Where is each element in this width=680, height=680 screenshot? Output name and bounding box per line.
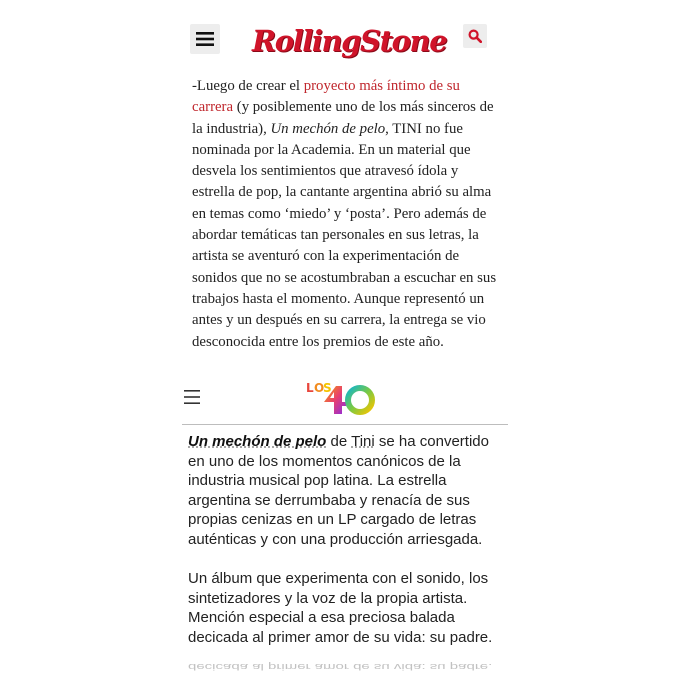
los40-article [188, 432, 508, 648]
los40-header [182, 372, 508, 425]
album-title: Un mechón de pelo [270, 120, 386, 137]
project-link[interactable]: proyecto más íntimo de su carrera [192, 78, 460, 116]
rolling-stone-header [0, 18, 680, 64]
search-icon [468, 29, 482, 43]
hamburger-icon[interactable] [184, 388, 200, 406]
los40-logo[interactable] [304, 376, 376, 420]
album-link[interactable]: Un mechón de pelo [188, 433, 327, 450]
rolling-stone-article [192, 76, 502, 353]
search-button[interactable] [463, 24, 487, 48]
article-paragraph: Un álbum que experimenta con el sonido, los sintetizadores y la voz de la propia artista. Mención especial a esa preciosa balada decicada al primer amor de su vida: su padre. [188, 570, 493, 646]
article-paragraph: -Luego de crear el proyecto más íntimo de su carrera (y posiblemente uno de los más sinceros de la industria), Un mechón de pelo, TINI no fue nominada por la Academia. En un material que desvela los sentimientos que atravesó ídola y estrella de pop, la cantante argentina abrió su alma en temas como ‘miedo’ y ‘posta’. Pero además de abordar temáticas tan personales en sus letras, la artista se aventuró con la experimentación de sonidos que no se acostumbraban a escuchar en sus trabajos hasta el momento. Aunque representó un antes y un después en su carrera, la entrega se vio desconocida entre los premios de este año. [192, 78, 497, 350]
menu-button[interactable] [190, 24, 220, 54]
article-paragraph: Un mechón de pelo de Tini se ha convertido en uno de los momentos canónicos de la industria musical pop latina. La estrella argentina se derrumbaba y renacía de sus propias cenizas en un LP cargado de letras auténticas y con una producción arriesgada. [188, 433, 489, 548]
hamburger-icon [196, 32, 214, 46]
artist-link[interactable]: Tini [351, 433, 375, 450]
reflected-text: decicada al primer amor de su vida: su padre. [188, 661, 493, 672]
svg-text:O: O [314, 381, 325, 395]
svg-text:L: L [306, 381, 314, 395]
svg-text:S: S [323, 381, 332, 395]
rolling-stone-logo[interactable]: RollingStone [252, 24, 447, 58]
